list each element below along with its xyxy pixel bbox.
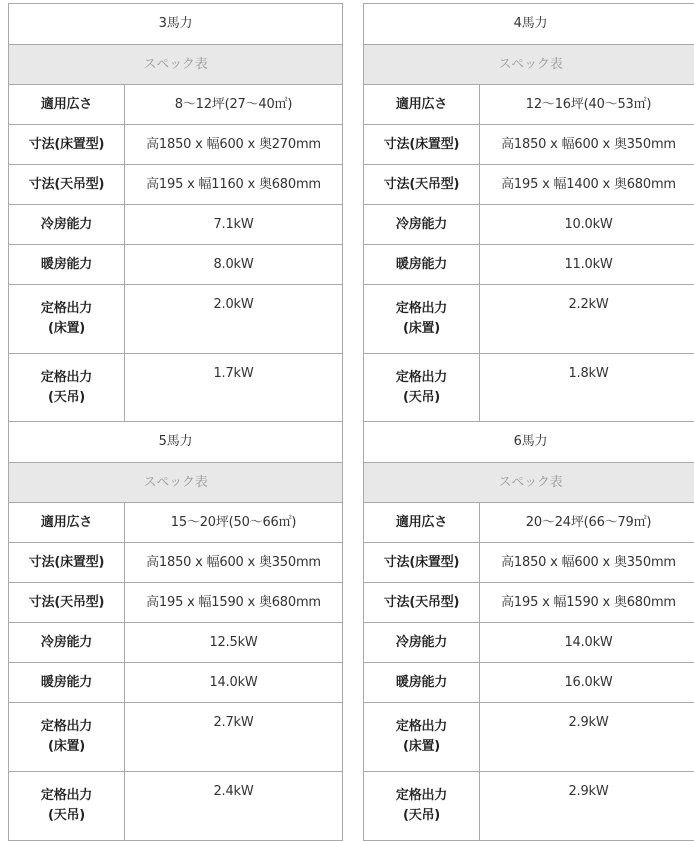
table-row-area xyxy=(364,85,694,125)
label-output-text: 定格出力 xyxy=(396,719,447,734)
value-floor-dims: 高1850 x 幅600 x 奥350mm xyxy=(480,125,694,165)
value-heating: 8.0kW xyxy=(125,245,343,285)
label-output-floor xyxy=(364,285,480,354)
label-ceiling-dims: 寸法(天吊型) xyxy=(9,583,125,623)
label-output-suffix: (床置) xyxy=(403,739,440,754)
table-row-output-ceiling xyxy=(364,354,694,423)
table-row-heating xyxy=(364,663,694,703)
label-floor-dims: 寸法(床置型) xyxy=(364,125,480,165)
value-heating: 14.0kW xyxy=(125,663,343,703)
table-row-floor-dims xyxy=(364,543,694,583)
value-output-floor: 2.7kW xyxy=(125,703,343,772)
value-area: 12～16坪(40～53㎡) xyxy=(480,85,694,125)
value-output-ceiling: 2.4kW xyxy=(125,772,343,841)
label-floor-dims: 寸法(床置型) xyxy=(364,543,480,583)
table-title: 4馬力 xyxy=(364,4,694,45)
label-output-suffix: (床置) xyxy=(48,739,85,754)
label-output-suffix: (床置) xyxy=(48,321,85,336)
label-output-floor xyxy=(9,703,125,772)
table-row-area xyxy=(9,503,343,543)
label-heating: 暖房能力 xyxy=(364,245,480,285)
table-row-output-floor xyxy=(9,703,343,772)
table-row-output-ceiling xyxy=(9,354,343,423)
label-output-text: 定格出力 xyxy=(41,370,92,385)
label-area: 適用広さ xyxy=(364,503,480,543)
table-row-output-floor xyxy=(364,285,694,354)
label-output-suffix: (天吊) xyxy=(403,390,440,405)
label-output-suffix: (天吊) xyxy=(48,808,85,823)
value-output-ceiling: 2.9kW xyxy=(480,772,694,841)
table-row-area xyxy=(364,503,694,543)
value-output-floor: 2.0kW xyxy=(125,285,343,354)
table-row-output-ceiling xyxy=(364,772,694,841)
table-row-floor-dims xyxy=(9,125,343,165)
value-output-floor: 2.2kW xyxy=(480,285,694,354)
label-output-text: 定格出力 xyxy=(41,788,92,803)
label-cooling: 冷房能力 xyxy=(364,623,480,663)
label-ceiling-dims: 寸法(天吊型) xyxy=(364,583,480,623)
table-row-floor-dims xyxy=(9,543,343,583)
label-area: 適用広さ xyxy=(9,85,125,125)
value-floor-dims: 高1850 x 幅600 x 奥350mm xyxy=(125,543,343,583)
label-output-text: 定格出力 xyxy=(396,788,447,803)
table-row-ceiling-dims xyxy=(364,165,694,205)
table-row-ceiling-dims xyxy=(9,583,343,623)
table-row-heating xyxy=(9,245,343,285)
table-title: 5馬力 xyxy=(9,422,343,463)
label-output-text: 定格出力 xyxy=(396,301,447,316)
value-heating: 16.0kW xyxy=(480,663,694,703)
table-row-ceiling-dims xyxy=(364,583,694,623)
value-cooling: 12.5kW xyxy=(125,623,343,663)
value-cooling: 14.0kW xyxy=(480,623,694,663)
label-output-ceiling xyxy=(364,772,480,841)
value-floor-dims: 高1850 x 幅600 x 奥350mm xyxy=(480,543,694,583)
table-row-heating xyxy=(9,663,343,703)
label-output-ceiling xyxy=(9,772,125,841)
label-output-suffix: (天吊) xyxy=(403,808,440,823)
value-area: 20～24坪(66～79㎡) xyxy=(480,503,694,543)
label-floor-dims: 寸法(床置型) xyxy=(9,125,125,165)
spec-table-6hp xyxy=(363,421,694,841)
value-output-ceiling: 1.7kW xyxy=(125,354,343,423)
label-output-text: 定格出力 xyxy=(41,301,92,316)
label-output-ceiling xyxy=(364,354,480,423)
label-output-ceiling xyxy=(9,354,125,423)
table-subtitle: スペック表 xyxy=(364,45,694,85)
value-floor-dims: 高1850 x 幅600 x 奥270mm xyxy=(125,125,343,165)
value-ceiling-dims: 高195 x 幅1590 x 奥680mm xyxy=(480,583,694,623)
value-output-floor: 2.9kW xyxy=(480,703,694,772)
value-output-ceiling: 1.8kW xyxy=(480,354,694,423)
table-row-ceiling-dims xyxy=(9,165,343,205)
table-title: 3馬力 xyxy=(9,4,343,45)
value-area: 8～12坪(27～40㎡) xyxy=(125,85,343,125)
label-heating: 暖房能力 xyxy=(9,663,125,703)
table-row-output-floor xyxy=(364,703,694,772)
label-output-floor xyxy=(364,703,480,772)
value-heating: 11.0kW xyxy=(480,245,694,285)
table-subtitle: スペック表 xyxy=(9,45,343,85)
table-row-output-ceiling xyxy=(9,772,343,841)
label-area: 適用広さ xyxy=(364,85,480,125)
label-cooling: 冷房能力 xyxy=(364,205,480,245)
label-output-text: 定格出力 xyxy=(396,370,447,385)
label-area: 適用広さ xyxy=(9,503,125,543)
value-cooling: 7.1kW xyxy=(125,205,343,245)
table-row-cooling xyxy=(364,623,694,663)
spec-table-4hp xyxy=(363,3,694,423)
label-output-text: 定格出力 xyxy=(41,719,92,734)
value-area: 15～20坪(50～66㎡) xyxy=(125,503,343,543)
table-subtitle: スペック表 xyxy=(364,463,694,503)
table-row-cooling xyxy=(364,205,694,245)
table-row-cooling xyxy=(9,205,343,245)
table-title: 6馬力 xyxy=(364,422,694,463)
value-ceiling-dims: 高195 x 幅1400 x 奥680mm xyxy=(480,165,694,205)
value-cooling: 10.0kW xyxy=(480,205,694,245)
value-ceiling-dims: 高195 x 幅1590 x 奥680mm xyxy=(125,583,343,623)
label-ceiling-dims: 寸法(天吊型) xyxy=(9,165,125,205)
table-row-output-floor xyxy=(9,285,343,354)
table-row-area xyxy=(9,85,343,125)
label-output-suffix: (天吊) xyxy=(48,390,85,405)
table-subtitle: スペック表 xyxy=(9,463,343,503)
label-heating: 暖房能力 xyxy=(364,663,480,703)
label-output-floor xyxy=(9,285,125,354)
label-cooling: 冷房能力 xyxy=(9,623,125,663)
table-row-cooling xyxy=(9,623,343,663)
spec-table-3hp xyxy=(8,3,343,423)
label-output-suffix: (床置) xyxy=(403,321,440,336)
label-cooling: 冷房能力 xyxy=(9,205,125,245)
value-ceiling-dims: 高195 x 幅1160 x 奥680mm xyxy=(125,165,343,205)
label-heating: 暖房能力 xyxy=(9,245,125,285)
table-row-floor-dims xyxy=(364,125,694,165)
label-floor-dims: 寸法(床置型) xyxy=(9,543,125,583)
spec-table-5hp xyxy=(8,421,343,841)
table-row-heating xyxy=(364,245,694,285)
label-ceiling-dims: 寸法(天吊型) xyxy=(364,165,480,205)
